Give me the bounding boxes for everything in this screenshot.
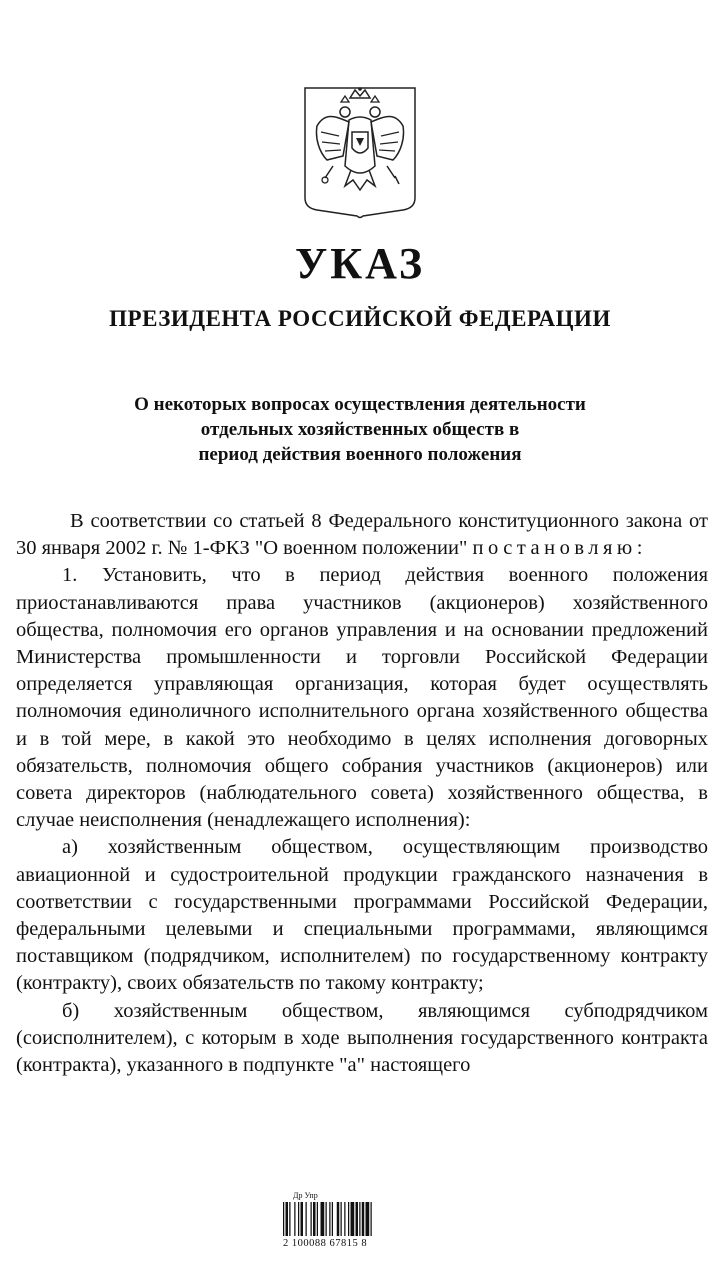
barcode-block <box>283 1192 413 1258</box>
barcode-bar <box>301 1202 304 1236</box>
coat-of-arms-icon <box>303 86 417 220</box>
decree-heading <box>0 392 720 467</box>
barcode-bar <box>356 1202 359 1236</box>
barcode-bar <box>341 1202 342 1236</box>
barcode-mark: Др Упр <box>293 1191 318 1200</box>
page-title: УКАЗ <box>294 239 426 288</box>
barcode-bar <box>298 1202 299 1236</box>
intro-text: В соответствии со статьей 8 Федерального конституционного закона от 30 января 2002 г. № 1-ФКЗ "О военном положении" <box>16 510 708 560</box>
decree-body <box>16 508 708 1079</box>
barcode-bar <box>326 1202 327 1236</box>
barcode-bar <box>306 1202 307 1236</box>
barcode-bar <box>351 1202 355 1236</box>
barcode-bar <box>371 1202 372 1236</box>
barcode-bar <box>289 1202 290 1236</box>
decree-heading-line: отдельных хозяйственных обществ в <box>200 419 520 440</box>
barcode-bar <box>329 1202 330 1236</box>
decree-heading-line: период действия военного положения <box>198 444 522 465</box>
barcode-bar <box>294 1202 295 1236</box>
barcode-bar <box>317 1202 318 1236</box>
barcode-bar <box>348 1202 349 1236</box>
barcode-bar <box>321 1202 325 1236</box>
barcode-bar <box>337 1202 340 1236</box>
barcode-icon <box>283 1202 411 1236</box>
barcode-bar <box>359 1202 360 1236</box>
decree-heading-line: О некоторых вопросах осуществления деятельности <box>134 394 586 415</box>
intro-paragraph <box>16 508 708 562</box>
page-subtitle: ПРЕЗИДЕНТА РОССИЙСКОЙ ФЕДЕРАЦИИ <box>109 306 611 331</box>
barcode-bar <box>286 1202 289 1236</box>
barcode-bar <box>332 1202 333 1236</box>
barcode-bar <box>344 1202 345 1236</box>
decree-word: постановляю: <box>472 537 647 560</box>
barcode-number: 2 100088 67815 8 <box>283 1238 368 1249</box>
barcode-bar <box>283 1202 284 1236</box>
item-a-paragraph: а) хозяйственным обществом, осуществляющим производство авиационной и судостроительной продукции гражданского назначения в соответствии с государственными программами Российской Федерации, федеральными целевыми и специальными программами, являющимся поставщиком (подрядчиком, исполнителем) по государственному контракту (контракту), своих обязательств по такому контракту; <box>16 836 708 995</box>
barcode-bar <box>362 1202 365 1236</box>
barcode-bar <box>313 1202 316 1236</box>
barcode-bar <box>311 1202 312 1236</box>
item-1-paragraph: 1. Установить, что в период действия военного положения приостанавливаются права участников (акционеров) хозяйственного общества, полномочия его органов управления и на основании предложений Министерства промышленности и торговли Российской Федерации определяется управляющая организация, которая будет осуществлять полномочия единоличного исполнительного органа хозяйственного общества и в той мере, в какой это необходимо в целях исполнения договорных обязательств, полномочия общего собрания участников (акционеров) или совета директоров (наблюдательного совета) хозяйственного общества, в случае неисполнения (ненадлежащего исполнения): <box>16 564 708 832</box>
item-b-paragraph: б) хозяйственным обществом, являющимся субподрядчиком (соисполнителем), с которым в ходе выполнения государственного контракта (контракта), указанного в подпункте "а" настоящего <box>16 999 708 1077</box>
barcode-bar <box>366 1202 370 1236</box>
